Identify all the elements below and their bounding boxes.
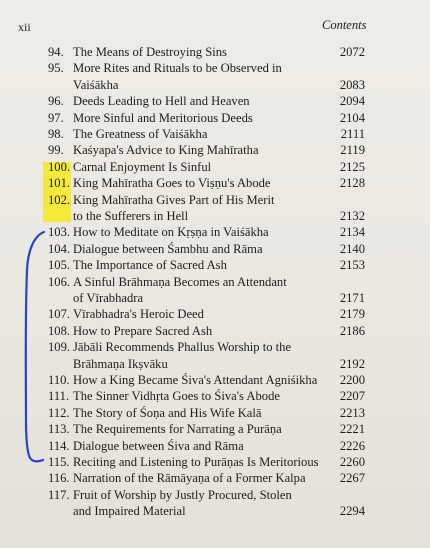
entry-number: 102. — [48, 192, 71, 207]
entry-page-number: 2186 — [339, 323, 365, 338]
entry-page-number: 2094 — [339, 94, 365, 109]
entry-title-line: Carnal Enjoyment Is Sinful — [73, 159, 212, 174]
entry-page-number: 2134 — [339, 225, 365, 240]
entry-page-number: 2104 — [339, 110, 365, 125]
entry-number: 96. — [48, 94, 64, 109]
entry-title-line: Brāhmaṇa Ikṣvāku — [73, 356, 168, 371]
entry-page-number: 2132 — [339, 208, 365, 223]
entry-title-line: to the Sufferers in Hell — [73, 208, 189, 223]
entry-page-number: 2200 — [339, 373, 365, 387]
entry-number: 108. — [48, 323, 71, 338]
entry-title-line: The Importance of Sacred Ash — [73, 258, 227, 273]
entry-number: 114. — [48, 438, 70, 453]
entry-title-line: Fruit of Worship by Justly Procured, Stolen — [73, 487, 292, 502]
entry-page-number: 2267 — [339, 471, 365, 486]
entry-title-line: More Sinful and Meritorious Deeds — [73, 110, 253, 125]
entry-number: 111. — [48, 389, 70, 404]
entry-number: 95. — [48, 61, 64, 76]
entry-title-line: How to Prepare Sacred Ash — [73, 323, 213, 338]
entry-title-line: How a King Became Śiva's Attendant Agniśikha — [73, 373, 318, 387]
entry-number: 103. — [48, 225, 71, 240]
entry-page-number: 2260 — [339, 455, 365, 469]
entry-number: 116. — [48, 471, 70, 486]
entry-number: 112. — [48, 405, 70, 420]
entry-page-number: 2128 — [339, 176, 365, 191]
entry-title-line: The Story of Śoṇa and His Wife Kalā — [73, 405, 262, 420]
entry-number: 110. — [48, 373, 70, 387]
entry-page-number: 2072 — [339, 45, 365, 59]
entry-page-number: 2221 — [339, 422, 365, 437]
entry-title-line: Vīrabhadra's Heroic Deed — [73, 307, 204, 322]
entry-page-number: 2083 — [339, 77, 365, 92]
entry-title-line: Deeds Leading to Hell and Heaven — [73, 94, 250, 109]
entry-title-line: The Means of Destroying Sins — [73, 45, 227, 59]
entry-page-number: 2119 — [340, 143, 365, 158]
entry-number: 100. — [48, 159, 71, 174]
entry-title-line: Vaiśākha — [73, 77, 119, 92]
entry-page-number: 2140 — [339, 241, 365, 256]
entry-number: 106. — [48, 274, 71, 289]
entry-page-number: 2207 — [339, 389, 365, 404]
entry-title-line: Dialogue between Śiva and Rāma — [73, 438, 244, 453]
entry-title-line: King Mahīratha Goes to Viṣṇu's Abode — [73, 176, 271, 191]
entry-page-number: 2294 — [339, 504, 365, 519]
entry-page-number: 2179 — [339, 307, 365, 322]
entry-number: 98. — [48, 127, 64, 141]
entry-number: 113. — [48, 422, 70, 437]
entry-page-number: 2125 — [339, 159, 365, 174]
page-folio: xii — [18, 20, 31, 34]
running-head: Contents — [322, 18, 367, 32]
entry-title-line: King Mahīratha Gives Part of His Merit — [73, 192, 275, 207]
entry-number: 115. — [48, 455, 70, 469]
entry-number: 107. — [48, 307, 71, 322]
entry-page-number: 2213 — [339, 405, 365, 420]
entry-number: 117. — [48, 487, 70, 502]
entry-number: 99. — [48, 143, 64, 158]
entry-number: 109. — [48, 340, 71, 355]
entry-number: 97. — [48, 110, 64, 125]
entry-number: 94. — [48, 45, 64, 59]
entry-number: 101. — [48, 176, 71, 191]
entry-number: 104. — [48, 241, 71, 256]
entry-title-line: and Impaired Material — [73, 504, 186, 519]
entry-page-number: 2153 — [339, 258, 365, 273]
entry-title-line: A Sinful Brāhmaṇa Becomes an Attendant — [73, 274, 287, 289]
entry-title-line: Dialogue between Śambhu and Rāma — [73, 241, 263, 256]
entry-page-number: 2111 — [340, 127, 365, 141]
entry-title-line: Kaśyapa's Advice to King Mahīratha — [73, 143, 259, 158]
entry-number: 105. — [48, 258, 71, 273]
entry-page-number: 2192 — [339, 356, 365, 371]
entry-title-line: Narration of the Rāmāyaṇa of a Former Kalpa — [73, 471, 306, 486]
entry-title-line: Jābāli Recommends Phallus Worship to the — [73, 340, 292, 355]
entry-title-line: Reciting and Listening to Purāṇas Is Meritorious — [73, 455, 319, 469]
entry-title-line: The Sinner Vidhṛta Goes to Śiva's Abode — [73, 389, 280, 404]
entry-title-line: The Requirements for Narrating a Purāṇa — [73, 422, 282, 437]
entry-page-number: 2171 — [339, 290, 365, 305]
entry-title-line: of Vīrabhadra — [73, 290, 144, 305]
entry-title-line: The Greatness of Vaiśākha — [73, 127, 208, 141]
entry-page-number: 2226 — [339, 438, 365, 453]
entry-title-line: More Rites and Rituals to be Observed in — [73, 61, 282, 76]
entry-title-line: How to Meditate on Kṛṣṇa in Vaiśākha — [73, 225, 269, 240]
